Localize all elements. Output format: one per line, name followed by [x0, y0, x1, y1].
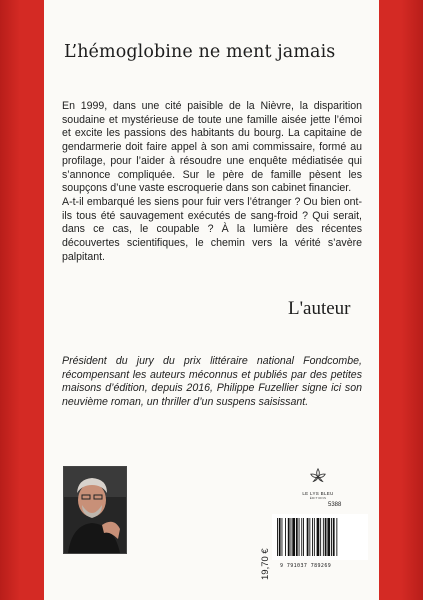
barcode-bar: [320, 518, 321, 556]
barcode-bar: [303, 518, 304, 556]
barcode-bar: [327, 518, 330, 556]
barcode-icon: [272, 514, 368, 560]
cover-edge-right: [401, 0, 423, 600]
barcode-bar: [317, 518, 320, 556]
barcode: [272, 514, 368, 560]
barcode-bar: [325, 518, 327, 556]
publisher-sub: ÉDITIONS: [309, 496, 327, 500]
lily-flower-icon: [309, 467, 327, 485]
barcode-bar: [307, 518, 309, 556]
barcode-bar: [314, 518, 315, 556]
barcode-bar: [323, 518, 324, 556]
barcode-bar: [301, 518, 302, 556]
cover-spine-edge-left: [0, 0, 20, 600]
publisher-code: 5388: [328, 502, 342, 508]
back-cover-panel: [44, 0, 379, 600]
price-label: 19,70 €: [260, 548, 271, 580]
barcode-bar: [312, 518, 313, 556]
isbn-number: 9 791037 789269: [280, 563, 332, 569]
synopsis: [62, 100, 362, 264]
barcode-bar: [282, 518, 283, 556]
barcode-bar: [288, 518, 290, 556]
barcode-bar: [309, 518, 310, 556]
author-bio: Président du jury du prix littéraire national Fondcombe, récompensant les auteurs méconnus et publiés par des petites maisons d’édition, depuis 2016, Philippe Fuzellier signe ici son neuvième roman, un thriller d’un suspens saisissant.: [62, 355, 362, 409]
book-title: L’hémoglobine ne ment jamais: [64, 42, 336, 62]
publisher-name: LE LYS BLEU: [302, 491, 334, 496]
author-photo: [63, 466, 127, 554]
publisher-logo: [298, 467, 338, 503]
barcode-bar: [285, 518, 286, 556]
barcode-bar: [299, 518, 300, 556]
barcode-bar: [292, 518, 295, 556]
barcode-bar: [333, 518, 335, 556]
barcode-bar: [296, 518, 298, 556]
author-heading: L'auteur: [288, 298, 351, 319]
barcode-bar: [277, 518, 278, 556]
barcode-bar: [291, 518, 292, 556]
synopsis-paragraph-2: A-t-il embarqué les siens pour fuir vers l’étranger ? Ou bien ont-ils tous été sauvagement exécutés de sang-froid ? Qui serait, dans ce cas, le coupable ? À la lumière des récentes découvertes scientifiques, le chemin vers la vérité s’avère palpitant.: [62, 195, 362, 263]
barcode-bar: [279, 518, 281, 556]
barcode-bar: [331, 518, 332, 556]
barcode-bar: [336, 518, 337, 556]
synopsis-paragraph-1: En 1999, dans une cité paisible de la Nièvre, la disparition soudaine et mystérieuse de toute une famille aisée jette l’émoi et excite les passions des habitants du bourg. La capitaine de gendarmerie doit faire appel à son ami commissaire, formé au profilage, pour l’aider à résoudre une enquête médiatisée qui s’annonce compliquée. Sur le père de famille pèsent les soupçons d’une vaste escroquerie dans son cabinet financier.: [62, 100, 362, 195]
